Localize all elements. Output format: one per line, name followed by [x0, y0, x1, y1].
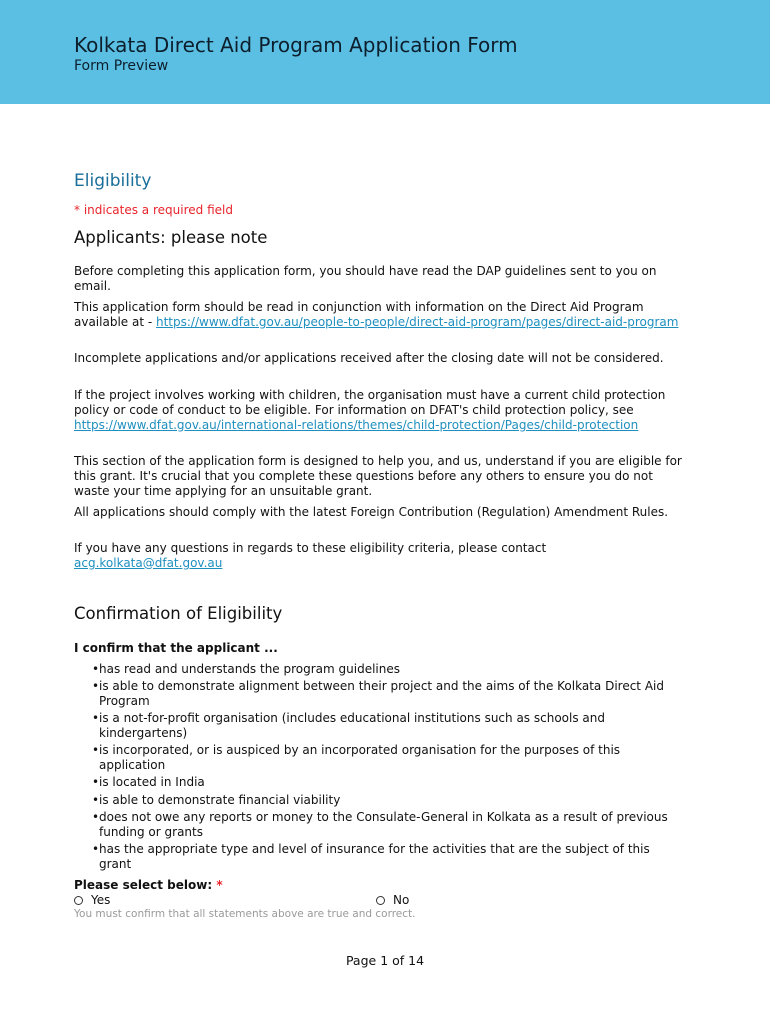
applicants-note-heading: Applicants: please note: [74, 228, 268, 247]
note-paragraph-7-text: If you have any questions in regards to these eligibility criteria, please contact: [74, 541, 547, 555]
page-number: Page 1 of 14: [345, 953, 425, 968]
note-paragraph-2-text: This application form should be read in conjunction with information on the Direct Aid Program available at -: [74, 300, 644, 329]
list-item: • does not owe any reports or money to the Consulate-General in Kolkata as a result of previous funding or grants: [92, 810, 668, 839]
child-protection-link[interactable]: https://www.dfat.gov.au/international-relations/themes/child-protection/Pages/child-protection: [74, 417, 639, 432]
note-paragraph-2: [74, 300, 682, 330]
list-item: • is incorporated, or is auspiced by an incorporated organisation for the purposes of this application: [92, 743, 621, 772]
list-item: • is located in India: [92, 775, 205, 790]
radio-no-label: No: [393, 893, 410, 907]
section-title: Eligibility: [74, 171, 152, 191]
note-paragraph-4-text: If the project involves working with children, the organisation must have a current child protection policy or code of conduct to be eligible. For information on DFAT's child protection policy, see: [74, 388, 666, 417]
note-paragraph-1: Before completing this application form, you should have read the DAP guidelines sent to you on email.: [74, 264, 657, 293]
note-paragraph-4: [74, 388, 682, 432]
form-subtitle: Form Preview: [74, 58, 169, 74]
list-item: • is a not-for-profit organisation (includes educational institutions such as schools and kindergartens): [92, 711, 605, 740]
contact-email-link[interactable]: acg.kolkata@dfat.gov.au: [74, 555, 223, 570]
note-paragraph-3: Incomplete applications and/or applications received after the closing date will not be considered.: [74, 351, 664, 365]
dap-website-link[interactable]: https://www.dfat.gov.au/people-to-people/direct-aid-program/pages/direct-aid-program: [156, 314, 679, 329]
confirmation-heading: Confirmation of Eligibility: [74, 604, 283, 623]
page-header: [0, 0, 770, 104]
select-label: Please select below: *: [74, 878, 223, 892]
note-paragraph-6: All applications should comply with the latest Foreign Contribution (Regulation) Amendment Rules.: [74, 505, 669, 519]
note-paragraph-5: This section of the application form is designed to help you, and us, understand if you are eligible for this grant. It's crucial that you complete these questions before any others to ensure you do not waste your time applying for an unsuitable grant.: [74, 454, 682, 498]
list-item: • has the appropriate type and level of insurance for the activities that are the subject of this grant: [92, 842, 650, 871]
radio-no[interactable]: [376, 893, 409, 907]
form-title: Kolkata Direct Aid Program Application Form: [74, 33, 518, 57]
required-field-note: * indicates a required field: [74, 203, 233, 217]
confirm-label: I confirm that the applicant ...: [74, 641, 278, 655]
radio-yes[interactable]: [74, 893, 110, 907]
list-item: • has read and understands the program guidelines: [92, 662, 401, 676]
radio-circle-icon[interactable]: [376, 896, 385, 905]
note-paragraph-7: [74, 541, 682, 571]
list-item: • is able to demonstrate alignment between their project and the aims of the Kolkata Direct Aid Program: [92, 679, 664, 708]
radio-yes-label: Yes: [91, 893, 111, 907]
required-star: *: [216, 878, 223, 892]
confirmation-hint: You must confirm that all statements above are true and correct.: [74, 908, 416, 920]
list-item: • is able to demonstrate financial viability: [92, 792, 341, 807]
eligibility-criteria-list: [92, 662, 682, 874]
radio-circle-icon[interactable]: [74, 896, 83, 905]
